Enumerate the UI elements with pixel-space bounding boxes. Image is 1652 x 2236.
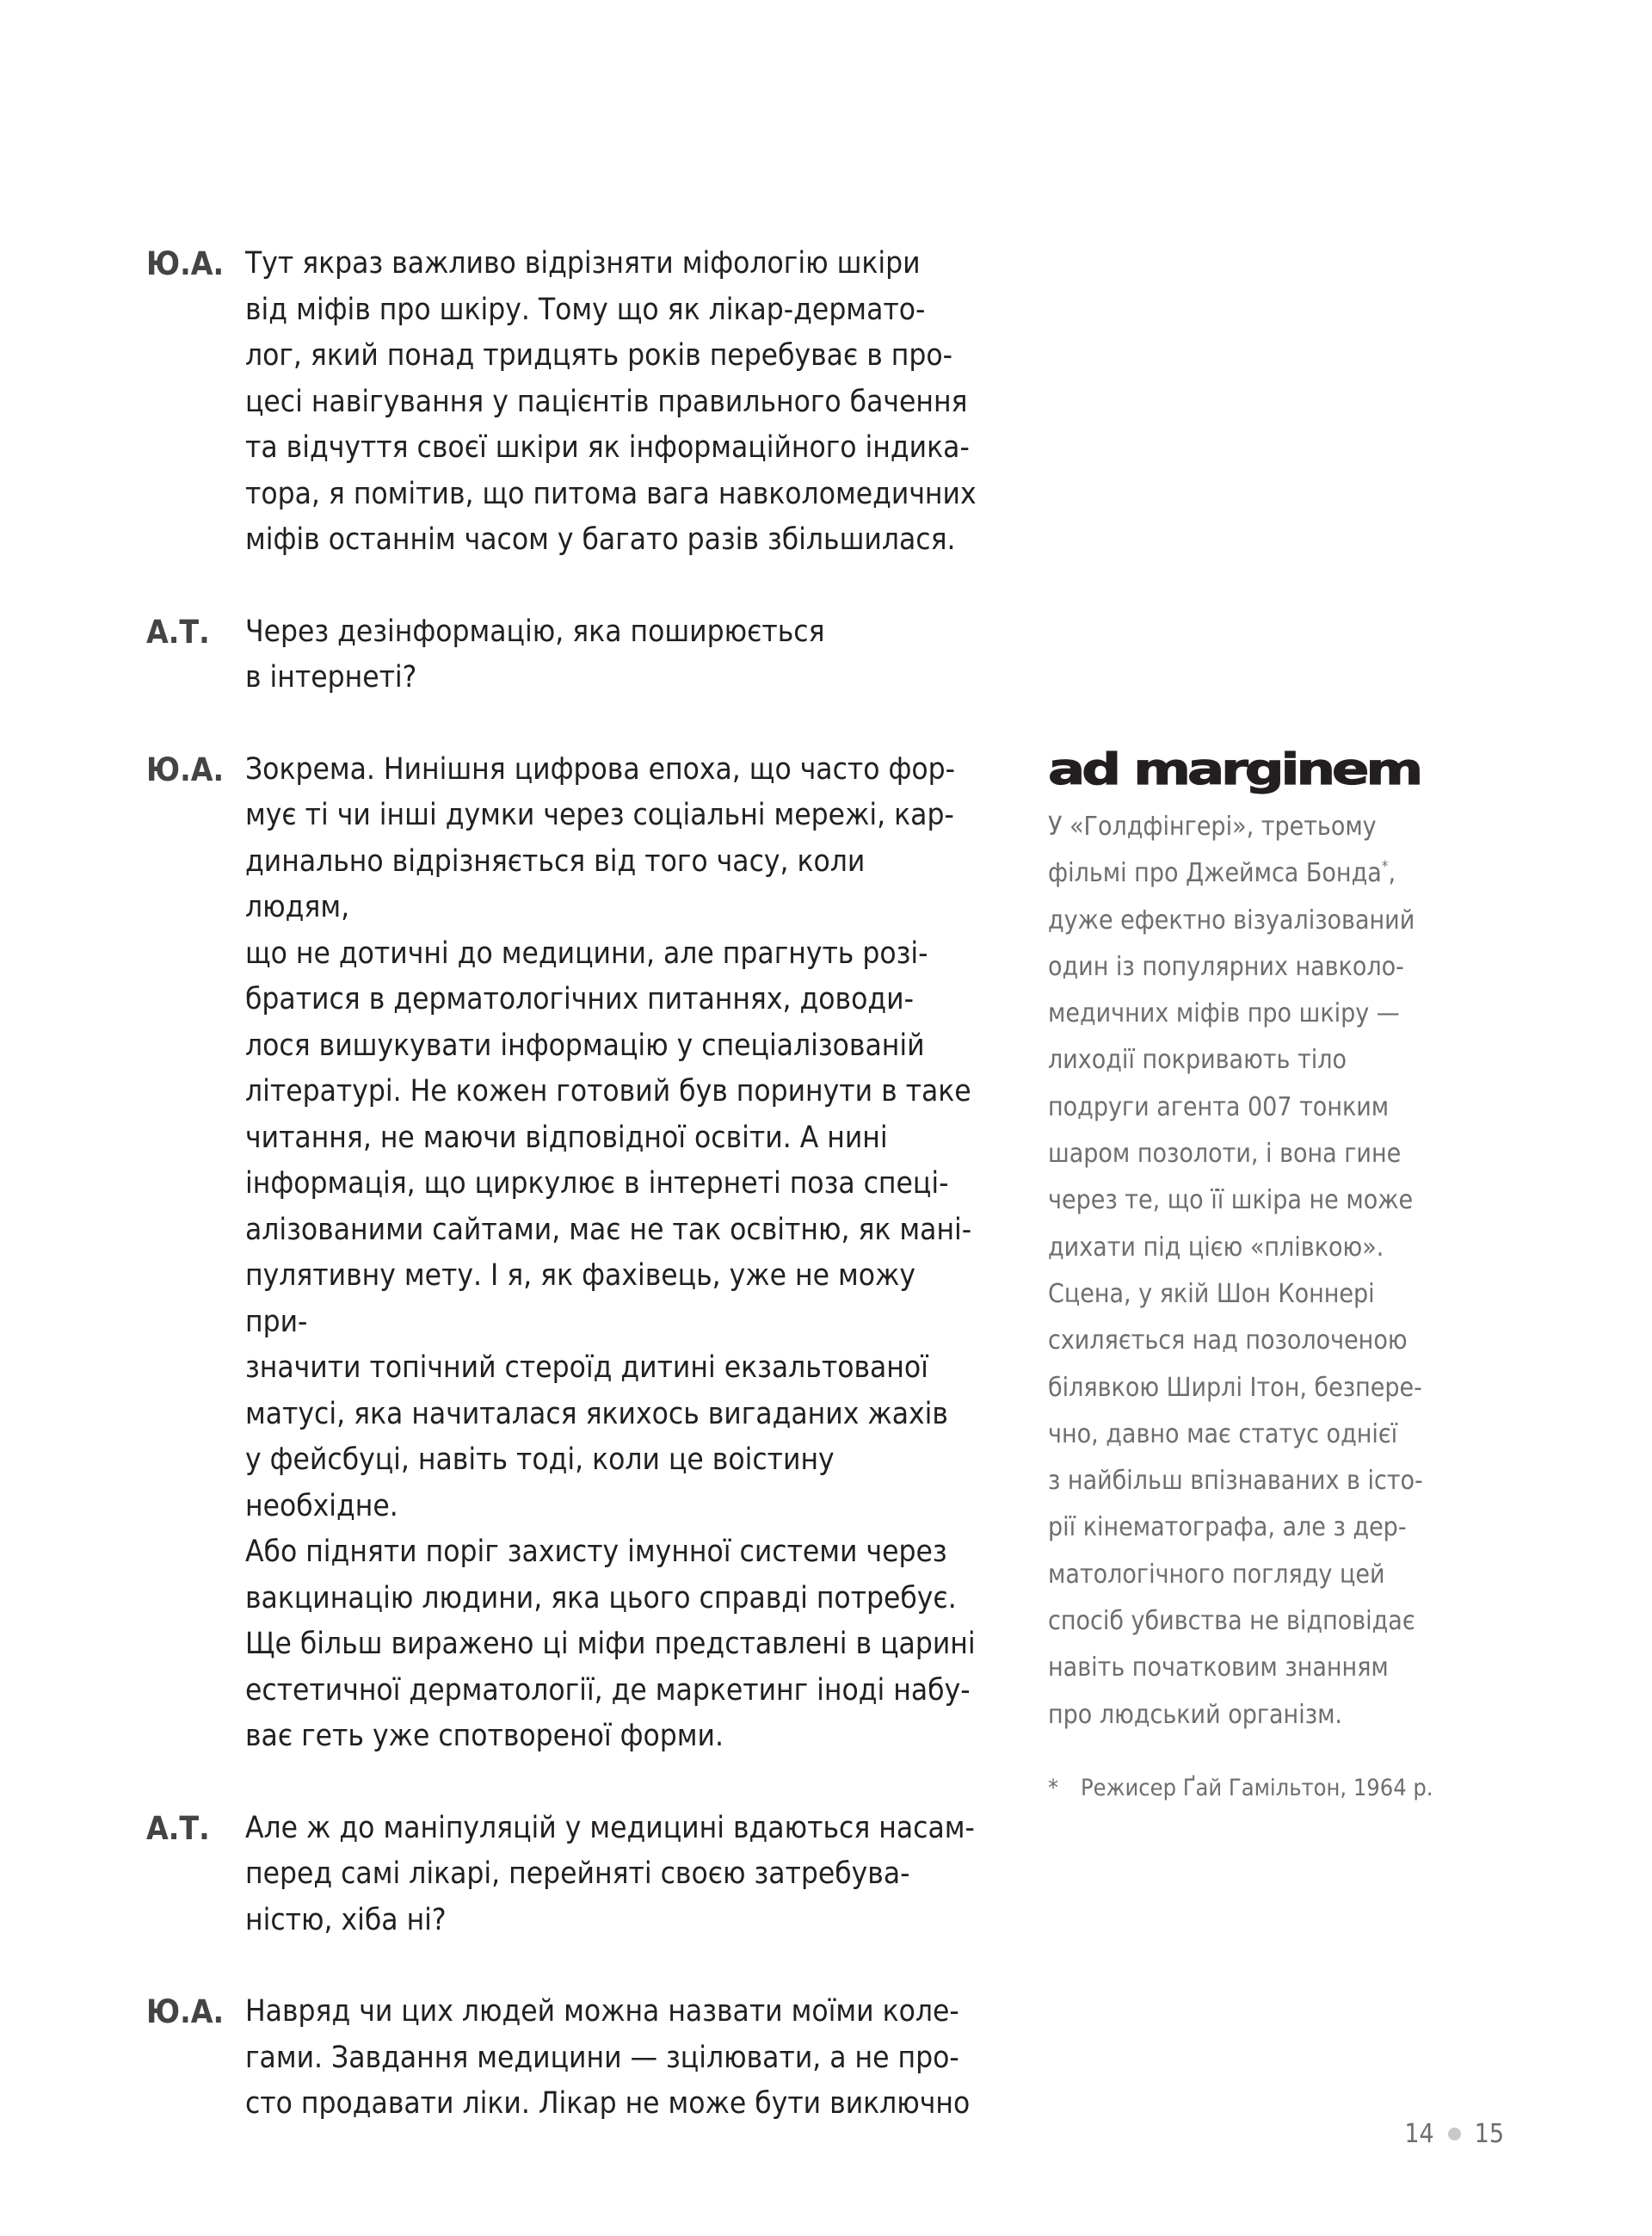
- turn-text: Через дезінформацію, яка поширюється в інтернеті?: [245, 614, 825, 695]
- footnote: [1048, 1771, 1495, 1806]
- footnote-text: Режисер Ґай Гамільтон, 1964 р.: [1081, 1774, 1433, 1801]
- speaker-label: А.Т.: [146, 613, 210, 651]
- margin-note: [1048, 733, 1495, 1806]
- margin-note-text-part: , дуже ефектно візуалізований один із популярних навколо- медичних міфів про шкіру — лиходії покривають тіло подруги агента 007 тонким шаром позолоти, і вона гине через те, що її шкіра не може дихати під цією «плівкою». Сцена, у якій Шон Коннері схиляється над позолоченою білявкою Ширлі Ітон, безпере- чно, давно має статус однієї з найбільш впізнаваних в істо- рії кінематографа, але з дер- матологічного погляду цей спосіб убивства не відповідає навіть початковим знанням про людський організм.: [1048, 858, 1423, 1730]
- page-numbers: [1404, 2119, 1504, 2149]
- page-number-left: 14: [1404, 2119, 1434, 2149]
- turn-text: Зокрема. Нинішня цифрова епоха, що часто фор- мує ті чи інші думки через соціальні мережі, кар- динально відрізняється від того часу, коли людям, що не дотичні до медицини, але прагнуть розі- братися в дерматологічних питаннях, доводи- лося вишукувати інформацію у спеціалізованій літературі. Не кожен готовий був поринути в таке читання, не маючи відповідної освіти. А нині інформація, що циркулює в інтернеті поза спеці- алізованими сайтами, має не так освітню, як мані- пулятивну мету. І я, як фахівець, уже не можу при- значити топічний стероїд дитині екзальтованої матусі, яка начиталася якихось вигаданих жахів у фейсбуці, навіть тоді, коли це воістину необхідне. Або підняти поріг захисту імунної системи через вакцинацію людини, яка цього справді потребує. Ще більш виражено ці міфи представлені в царині естетичної дерматології, де маркетинг іноді набу- ває геть уже спотвореної форми.: [245, 751, 976, 1753]
- margin-note-text-part: У «Голдфінгері», третьому фільмі про Джеймса Бонда: [1048, 812, 1382, 889]
- speaker-label: Ю.А.: [146, 1993, 225, 2030]
- speaker-label: Ю.А.: [146, 750, 225, 788]
- speaker-label: А.Т.: [146, 1809, 210, 1847]
- margin-note-title: ad marginem: [1048, 744, 1421, 795]
- turn-text: Навряд чи цих людей можна назвати моїми коле- гами. Завдання медицини — зцілювати, а не про- сто продавати ліки. Лікар не може бути виключно: [245, 1994, 971, 2121]
- dialogue-turn: [146, 241, 1007, 564]
- page-separator-dot-icon: [1448, 2128, 1461, 2140]
- dialogue-turn: [146, 1806, 1007, 1944]
- turn-text: Тут якраз важливо відрізняти міфологію шкіри від міфів про шкіру. Тому що як лікар-дермато- лог, який понад тридцять років перебуває в про- цесі навігування у пацієнтів правильного бачення та відчуття своєї шкіри як інформаційного індика- тора, я помітив, що питома вага навколомедичних міфів останнім часом у багато разів збільшилася.: [245, 246, 977, 557]
- speaker-label: Ю.А.: [146, 245, 225, 282]
- dialogue-turn: [146, 609, 1007, 701]
- dialogue-turn: [146, 1989, 1007, 2128]
- margin-note-text: [1048, 804, 1495, 1739]
- interview-dialogue: [146, 241, 1007, 2173]
- footnote-reference: *: [1381, 858, 1389, 876]
- footnote-mark: *: [1048, 1774, 1059, 1801]
- turn-text: Але ж до маніпуляцій у медицині вдаються насам- перед самі лікарі, перейняті своєю затребува- ністю, хіба ні?: [245, 1810, 975, 1937]
- page-number-right: 15: [1474, 2119, 1504, 2149]
- dialogue-turn: [146, 747, 1007, 1760]
